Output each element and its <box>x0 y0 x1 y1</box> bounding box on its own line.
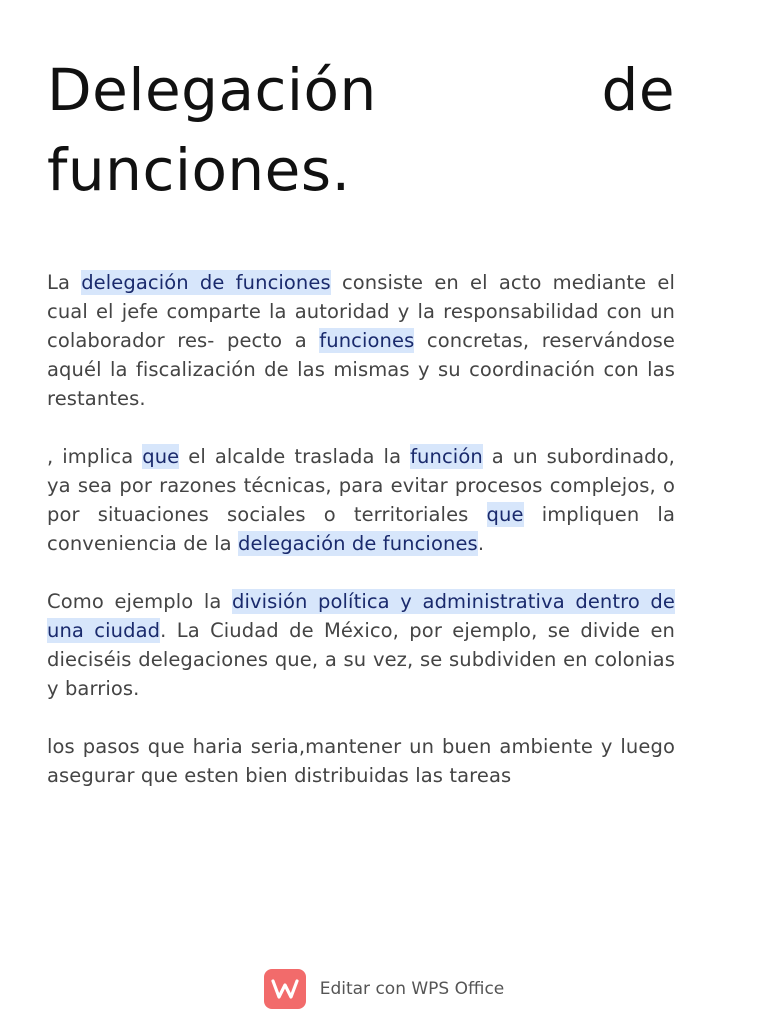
paragraph-text: La <box>47 271 82 294</box>
wps-edit-banner[interactable] <box>0 968 768 1010</box>
wps-w-glyph-icon <box>271 978 299 1000</box>
title-word-delegacion: Delegación <box>47 56 377 124</box>
highlighted-term: división política y administrativa dentro de una ciudad <box>47 590 676 642</box>
edit-with-wps-label[interactable]: Editar con WPS Office <box>319 979 505 999</box>
highlighted-term: que <box>486 503 524 526</box>
title-word-de: de <box>601 56 675 124</box>
document-title <box>47 50 675 210</box>
title-line-1 <box>47 50 675 130</box>
paragraph-text: . <box>477 532 485 555</box>
title-line-2: funciones. <box>47 136 351 204</box>
highlighted-term: delegación de funciones <box>81 271 331 294</box>
paragraph-text: . La Ciudad de México, por ejemplo, se divide en dieciséis delegaciones que, a su vez, se subdividen en colonias y barrios. <box>47 619 676 700</box>
paragraph-text: Como ejemplo la <box>47 590 233 613</box>
highlighted-term: función <box>410 445 483 468</box>
paragraph-2 <box>47 442 675 558</box>
paragraph-text: los pasos que haria seria,mantener un buen ambiente y luego asegurar que esten bien distribuidas las tareas <box>47 735 675 787</box>
paragraph-4 <box>47 732 675 790</box>
document-page <box>47 50 675 819</box>
paragraph-text: impliquen la conveniencia de la <box>47 503 675 555</box>
paragraph-3 <box>47 587 675 703</box>
wps-office-logo-icon[interactable] <box>264 969 306 1009</box>
paragraph-text: concretas, reservándose aquél la fiscalización de las mismas y su coordinación con las restantes. <box>47 329 675 410</box>
paragraph-text: a un subordinado, ya sea por razones técnicas, para evitar procesos complejos, o por situaciones sociales o territoriales <box>47 445 675 526</box>
highlighted-term: que <box>142 445 180 468</box>
paragraph-text: , implica <box>47 445 143 468</box>
paragraph-text: consiste en el acto mediante el cual el jefe comparte la autoridad y la responsabilidad con un colaborador res- pecto a <box>47 271 676 352</box>
paragraph-text: el alcalde traslada la <box>179 445 411 468</box>
document-body <box>47 268 675 790</box>
highlighted-term: funciones <box>319 329 415 352</box>
highlighted-term: delegación de funciones <box>238 532 478 555</box>
paragraph-1 <box>47 268 675 413</box>
